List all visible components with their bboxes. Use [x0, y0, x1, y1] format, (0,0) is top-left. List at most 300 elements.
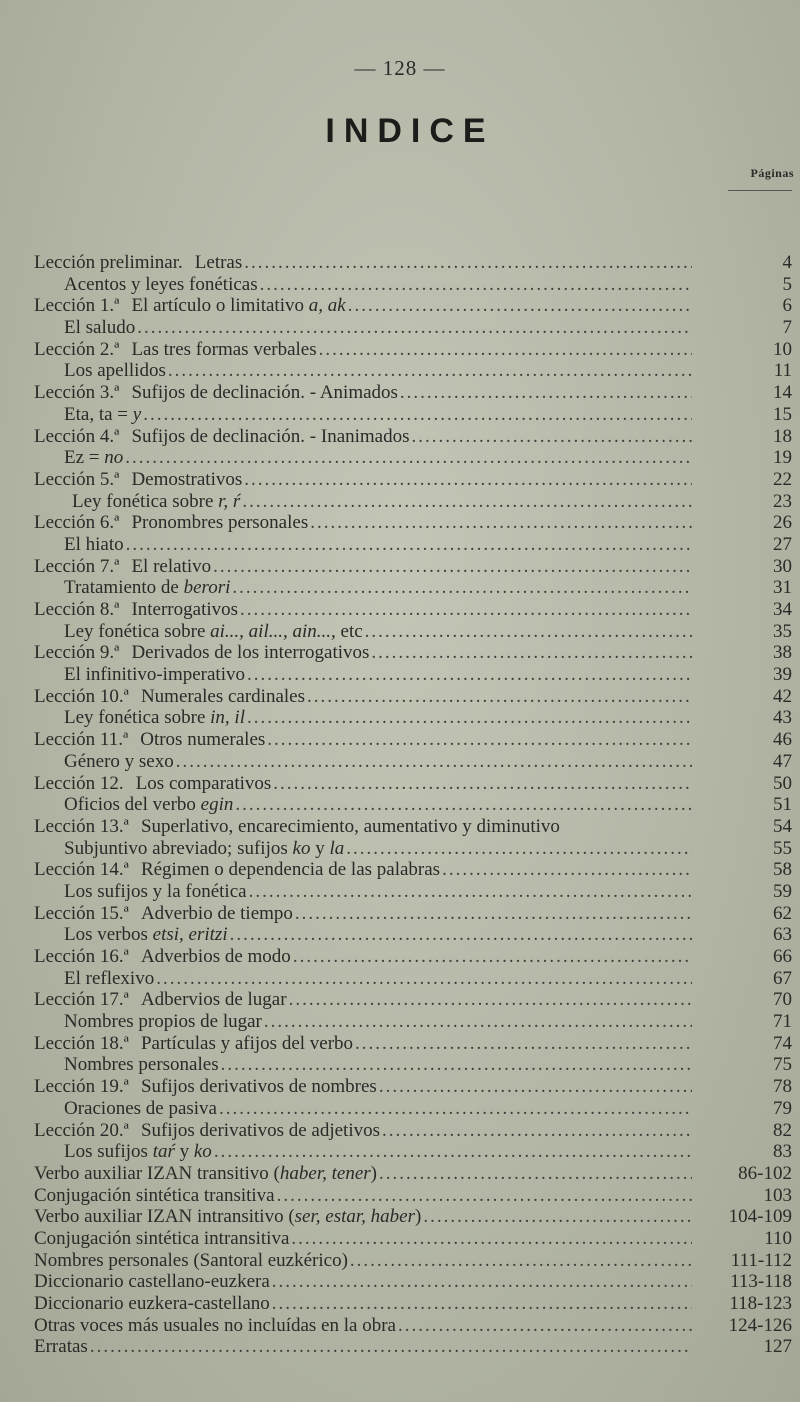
dot-leader	[244, 252, 692, 274]
toc-row	[0, 360, 800, 382]
page-ref: 38	[773, 642, 792, 664]
toc-row	[0, 339, 800, 361]
toc-entry-text	[34, 1293, 270, 1315]
entry-italic: etsi, eritzi	[152, 924, 228, 946]
toc-entry	[64, 404, 692, 426]
page-ref: 7	[782, 317, 792, 339]
page-ref: 75	[773, 1054, 792, 1076]
toc-entry	[34, 1228, 692, 1250]
toc-entry	[34, 816, 692, 838]
entry-title: Verbo auxiliar IZAN transitivo (	[34, 1162, 280, 1184]
entry-title: Interrogativos	[131, 599, 239, 620]
dot-leader	[291, 1228, 692, 1250]
lesson-label: Lección 18.ª	[34, 1032, 129, 1054]
toc-row	[0, 686, 800, 708]
dot-leader	[379, 1076, 692, 1098]
toc-row	[0, 859, 800, 881]
column-header-rule	[728, 190, 792, 191]
lesson-label: Lección 11.ª	[34, 729, 129, 751]
dot-leader	[221, 1054, 692, 1076]
page-ref: 47	[773, 750, 792, 772]
entry-title: Derivados de los interrogativos	[131, 642, 370, 664]
toc-row	[0, 1163, 800, 1185]
dot-leader	[235, 794, 692, 816]
entry-title: Sufijos derivativos de nombres	[140, 1076, 377, 1098]
toc-entry	[64, 1098, 692, 1120]
toc-row	[0, 274, 800, 296]
table-of-contents	[0, 252, 800, 1358]
entry-title: Acentos y leyes fonéticas	[64, 273, 258, 295]
dot-leader	[412, 426, 692, 448]
toc-row	[0, 1054, 800, 1076]
lesson-label: Lección 10.ª	[34, 685, 129, 707]
toc-row	[0, 1011, 800, 1033]
page-ref: 59	[773, 880, 792, 902]
toc-entry-text	[34, 252, 242, 274]
dot-leader	[423, 1206, 692, 1228]
entry-title: Ez =	[64, 447, 105, 469]
toc-entry	[34, 1076, 692, 1098]
page-ref: 23	[773, 490, 792, 512]
toc-row	[0, 773, 800, 795]
page-ref: 74	[773, 1032, 792, 1054]
toc-entry	[34, 295, 692, 317]
toc-row	[0, 642, 800, 664]
toc-row	[0, 1293, 800, 1315]
toc-row	[0, 1076, 800, 1098]
entry-title: Género y sexo	[64, 750, 174, 772]
entry-italic: ser, estar, haber	[294, 1206, 415, 1228]
toc-row	[0, 469, 800, 491]
entry-title: Nombres personales (Santoral euzkérico)	[34, 1249, 348, 1271]
dot-leader	[277, 1185, 692, 1207]
toc-entry-text	[34, 1250, 348, 1272]
toc-row	[0, 1141, 800, 1163]
lesson-label: Lección 5.ª	[34, 468, 120, 490]
page-ref: 62	[773, 902, 792, 924]
toc-entry	[64, 664, 692, 686]
lesson-label: Lección 9.ª	[34, 642, 120, 664]
dot-leader	[379, 1163, 692, 1185]
entry-title: Nombres propios de lugar	[64, 1011, 262, 1033]
entry-title: Adverbio de tiempo	[140, 902, 293, 924]
entry-suffix: y	[174, 1141, 194, 1163]
dot-leader	[272, 1271, 692, 1293]
toc-entry	[64, 924, 692, 946]
page-ref: 71	[773, 1011, 792, 1033]
toc-row	[0, 491, 800, 513]
toc-entry	[34, 729, 692, 751]
toc-row	[0, 903, 800, 925]
toc-entry	[34, 556, 692, 578]
page-ref: 79	[773, 1097, 792, 1119]
entry-title: Nombres personales	[64, 1054, 219, 1076]
toc-entry	[64, 1054, 692, 1076]
entry-title: Eta, ta =	[64, 403, 133, 425]
toc-entry-text	[64, 838, 344, 860]
page-ref: 42	[773, 685, 792, 707]
toc-entry-text	[34, 295, 346, 317]
toc-entry-text	[64, 621, 363, 643]
page-ref: 15	[773, 403, 792, 425]
page-ref: 127	[763, 1336, 792, 1358]
toc-entry-text	[34, 382, 398, 404]
entry-italic: berori	[183, 577, 231, 599]
page-ref: 19	[773, 447, 792, 469]
entry-title: El saludo	[64, 317, 136, 339]
page-title: INDICE	[325, 112, 495, 150]
toc-entry-text	[64, 447, 123, 469]
dot-leader	[247, 707, 692, 729]
toc-row	[0, 664, 800, 686]
dot-leader	[143, 404, 692, 426]
toc-row	[0, 751, 800, 773]
toc-row	[0, 447, 800, 469]
toc-entry	[64, 1141, 692, 1163]
dot-leader	[125, 447, 692, 469]
toc-row	[0, 404, 800, 426]
dot-leader	[371, 642, 692, 664]
entry-italic: a, ak	[308, 295, 346, 317]
toc-entry-text	[64, 664, 245, 686]
entry-title: Sufijos de declinación. - Inanimados	[131, 425, 410, 447]
toc-entry-text	[34, 903, 293, 925]
dot-leader	[168, 360, 692, 382]
toc-entry	[34, 642, 692, 664]
lesson-label: Lección 19.ª	[34, 1076, 129, 1098]
lesson-label: Lección 20.ª	[34, 1119, 129, 1141]
entry-italic: egin	[200, 794, 234, 816]
toc-entry	[64, 968, 692, 990]
page-ref: 10	[773, 338, 792, 360]
page-ref: 55	[773, 837, 792, 859]
dot-leader	[176, 751, 692, 773]
entry-title: El relativo	[131, 555, 212, 577]
dot-leader	[273, 773, 692, 795]
toc-row	[0, 317, 800, 339]
entry-title: Ley fonética sobre	[72, 490, 219, 512]
entry-title: Subjuntivo abreviado; sufijos	[64, 837, 293, 859]
page-ref: 58	[773, 859, 792, 881]
toc-row	[0, 556, 800, 578]
toc-entry-text	[64, 360, 166, 382]
entry-title: Conjugación sintética intransitiva	[34, 1227, 290, 1249]
toc-entry	[64, 317, 692, 339]
toc-entry-text	[34, 1120, 380, 1142]
dot-leader	[319, 339, 692, 361]
toc-entry	[34, 903, 692, 925]
page-ref: 110	[764, 1227, 792, 1249]
toc-row	[0, 989, 800, 1011]
toc-entry	[34, 1271, 692, 1293]
toc-row	[0, 881, 800, 903]
lesson-label: Lección 17.ª	[34, 989, 129, 1011]
dot-leader	[272, 1293, 692, 1315]
toc-entry-text	[64, 968, 154, 990]
lesson-label: Lección 15.ª	[34, 902, 129, 924]
page-ref: 39	[773, 664, 792, 686]
toc-entry-text	[34, 773, 271, 795]
toc-entry	[34, 1336, 692, 1358]
toc-entry-text	[34, 599, 238, 621]
entry-title: Otros numerales	[140, 729, 266, 751]
lesson-label: Lección 14.ª	[34, 859, 129, 881]
dot-leader	[242, 491, 692, 513]
toc-entry-text	[64, 924, 228, 946]
dot-leader	[219, 1098, 692, 1120]
toc-entry-text	[34, 686, 305, 708]
page-ref: 82	[773, 1119, 792, 1141]
page-ref: 18	[773, 425, 792, 447]
page-ref: 111-112	[730, 1249, 792, 1271]
toc-entry	[72, 491, 692, 513]
toc-entry	[34, 512, 692, 534]
toc-entry-text	[64, 534, 124, 556]
toc-row	[0, 512, 800, 534]
toc-row	[0, 1228, 800, 1250]
page-ref: 5	[782, 273, 792, 295]
entry-suffix: y	[310, 837, 330, 859]
page-ref: 118-123	[729, 1293, 792, 1314]
entry-title: Erratas	[34, 1336, 88, 1358]
toc-row	[0, 295, 800, 317]
lesson-label: Lección 12.	[34, 772, 124, 794]
entry-title: Adverbios de modo	[140, 946, 291, 967]
toc-entry	[64, 447, 692, 469]
page-ref: 22	[773, 468, 792, 490]
toc-row	[0, 1206, 800, 1228]
toc-entry	[64, 881, 692, 903]
dot-leader	[137, 317, 692, 339]
entry-title: Sufijos de declinación. - Animados	[131, 382, 398, 404]
toc-entry-text	[34, 1336, 88, 1358]
dot-leader	[307, 686, 692, 708]
toc-entry-text	[64, 751, 174, 773]
toc-entry-text	[34, 1315, 396, 1337]
dot-leader	[289, 989, 692, 1011]
page-ref: 46	[773, 729, 792, 751]
lesson-label: Lección 4.ª	[34, 425, 120, 447]
page-ref: 43	[773, 707, 792, 729]
toc-row	[0, 252, 800, 274]
entry-suffix: )	[370, 1162, 377, 1184]
toc-row	[0, 534, 800, 556]
page-ref: 31	[773, 577, 792, 599]
entry-title: El artículo o limitativo	[131, 295, 309, 317]
entry-title: Diccionario castellano-euzkera	[34, 1271, 270, 1293]
dot-leader	[232, 577, 692, 599]
page-ref: 50	[773, 772, 792, 794]
toc-entry	[34, 686, 692, 708]
toc-row	[0, 1336, 800, 1358]
toc-row	[0, 729, 800, 751]
dot-leader	[214, 1141, 692, 1163]
entry-title: Adbervios de lugar	[140, 989, 287, 1011]
entry-title: Partículas y afijos del verbo	[140, 1032, 354, 1054]
toc-row	[0, 838, 800, 860]
toc-entry-text	[34, 859, 440, 881]
lesson-label: Lección 16.ª	[34, 946, 129, 967]
dot-leader	[355, 1033, 692, 1055]
toc-entry	[64, 751, 692, 773]
dot-leader	[346, 838, 692, 860]
lesson-label: Lección 13.ª	[34, 815, 129, 837]
lesson-label: Lección 3.ª	[34, 382, 120, 404]
toc-row	[0, 1120, 800, 1142]
dot-leader	[240, 599, 692, 621]
page-ref: 4	[782, 252, 792, 273]
entry-title: Ley fonética sobre	[64, 620, 211, 642]
toc-entry-text	[64, 1011, 262, 1033]
entry-title: Las tres formas verbales	[131, 338, 317, 360]
toc-entry-text	[64, 274, 258, 296]
toc-entry	[34, 599, 692, 621]
toc-entry-text	[34, 1228, 289, 1250]
entry-title: Letras	[194, 252, 243, 273]
toc-entry	[34, 339, 692, 361]
toc-entry-text	[34, 1271, 270, 1293]
toc-entry-text	[34, 642, 369, 664]
toc-entry	[34, 1250, 692, 1272]
page-ref: 103	[763, 1184, 792, 1206]
page-ref: 104-109	[728, 1206, 792, 1228]
toc-entry-text	[64, 1098, 217, 1120]
toc-entry-text	[34, 989, 287, 1011]
toc-row	[0, 946, 800, 968]
dot-leader	[264, 1011, 692, 1033]
page-ref: 124-126	[728, 1314, 792, 1336]
dot-leader	[213, 556, 692, 578]
dot-leader	[244, 469, 692, 491]
toc-row	[0, 1098, 800, 1120]
toc-entry	[34, 946, 692, 968]
entry-title: Régimen o dependencia de las palabras	[140, 859, 441, 881]
lesson-label: Lección 2.ª	[34, 338, 120, 360]
page-ref: 27	[773, 533, 792, 555]
entry-title: Demostrativos	[131, 468, 243, 490]
page-ref: 30	[773, 555, 792, 577]
toc-entry-text	[34, 1033, 353, 1055]
dot-leader	[293, 946, 692, 968]
page-ref: 78	[773, 1076, 792, 1098]
toc-entry-text	[64, 317, 135, 339]
toc-row	[0, 924, 800, 946]
dot-leader	[442, 859, 692, 881]
toc-row	[0, 621, 800, 643]
dot-leader	[400, 382, 692, 404]
entry-italic: ko	[193, 1141, 212, 1163]
entry-suffix: etc	[335, 620, 363, 642]
toc-row	[0, 707, 800, 729]
toc-entry-text	[64, 794, 233, 816]
entry-italic: in, il	[210, 707, 245, 729]
toc-entry	[64, 621, 692, 643]
page-ref: 66	[773, 946, 792, 967]
toc-entry-text	[34, 1185, 275, 1207]
page-ref: 35	[773, 620, 792, 642]
toc-entry	[64, 707, 692, 729]
toc-entry-text	[34, 339, 317, 361]
entry-italic: r, ŕ	[218, 490, 241, 512]
toc-entry-text	[34, 556, 211, 578]
entry-title: Los sufijos y la fonética	[64, 880, 247, 902]
toc-entry	[64, 577, 692, 599]
toc-entry-text	[34, 946, 291, 968]
toc-row	[0, 968, 800, 990]
toc-row	[0, 1250, 800, 1272]
toc-row	[0, 1185, 800, 1207]
entry-title: Tratamiento de	[64, 577, 184, 599]
entry-title: Pronombres personales	[131, 512, 309, 534]
entry-suffix: )	[415, 1206, 422, 1228]
toc-entry	[34, 426, 692, 448]
entry-title: Numerales cardinales	[140, 685, 305, 707]
page-ref: 14	[773, 382, 792, 404]
toc-entry	[34, 1293, 692, 1315]
entry-title: Sufijos derivativos de adjetivos	[140, 1119, 380, 1141]
dot-leader	[230, 924, 692, 946]
page-ref: 6	[782, 295, 792, 317]
toc-entry	[34, 859, 692, 881]
toc-entry-text	[34, 816, 560, 838]
toc-entry-text	[34, 1163, 377, 1185]
toc-entry	[64, 794, 692, 816]
lesson-label: Lección 6.ª	[34, 512, 120, 534]
toc-entry-text	[64, 881, 247, 903]
entry-title: El hiato	[64, 533, 124, 555]
entry-title: Verbo auxiliar IZAN intransitivo (	[34, 1206, 295, 1228]
page-ref: 70	[773, 989, 792, 1011]
toc-row	[0, 1033, 800, 1055]
page-ref: 26	[773, 512, 792, 534]
dot-leader	[156, 968, 692, 990]
entry-title: El infinitivo-imperativo	[64, 664, 245, 686]
dot-leader	[398, 1315, 692, 1337]
entry-title: El reflexivo	[64, 967, 155, 989]
entry-title: Los verbos	[64, 924, 153, 946]
dot-leader	[382, 1120, 692, 1142]
entry-title: Los sufijos	[64, 1141, 153, 1163]
page-ref: 86-102	[738, 1162, 792, 1184]
dot-leader	[249, 881, 692, 903]
entry-italic: taŕ	[152, 1141, 175, 1163]
page-ref: 11	[773, 360, 792, 382]
dot-leader	[247, 664, 692, 686]
toc-entry-text	[64, 707, 245, 729]
entry-title: Otras voces más usuales no incluídas en la obra	[34, 1314, 396, 1336]
toc-entry	[34, 1163, 692, 1185]
toc-row	[0, 1315, 800, 1337]
toc-entry	[34, 1185, 692, 1207]
lesson-label: Lección 7.ª	[34, 555, 120, 577]
lesson-label: Lección preliminar.	[34, 252, 183, 273]
toc-row	[0, 426, 800, 448]
entry-title: Los comparativos	[135, 772, 272, 794]
entry-italic: no	[104, 447, 124, 469]
entry-title: Oficios del verbo	[64, 794, 201, 816]
page-number: — 128 —	[354, 56, 446, 80]
dot-leader	[260, 274, 692, 296]
toc-row	[0, 816, 800, 838]
toc-row	[0, 1271, 800, 1293]
dot-leader	[126, 534, 692, 556]
page-ref: 54	[773, 815, 792, 837]
lesson-label: Lección 8.ª	[34, 599, 120, 620]
lesson-label: Lección 1.ª	[34, 295, 120, 317]
page-ref: 67	[773, 967, 792, 989]
entry-title: Los apellidos	[64, 360, 166, 382]
page-ref: 34	[773, 599, 792, 620]
